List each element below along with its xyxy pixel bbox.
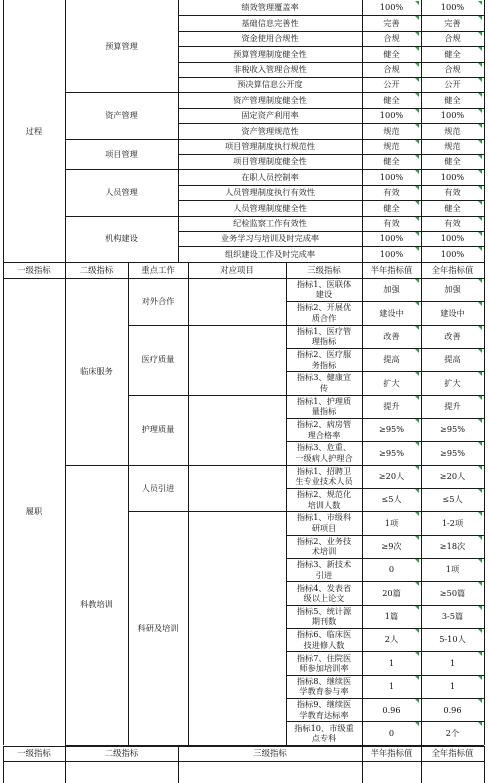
grid-line	[362, 0, 363, 262]
full-year-value-cell: ≥50篇	[439, 587, 466, 598]
cell-marker-icon	[415, 372, 419, 376]
cell-marker-icon	[415, 536, 419, 540]
half-year-value-cell: 0	[388, 564, 395, 575]
grid-line	[178, 46, 484, 47]
indicator-cell: 项目管理制度执行规范性	[224, 141, 316, 152]
full-year-value-cell: 3-5篇	[441, 611, 464, 622]
indicator-cell: 指标2、规范化 培训人数	[296, 489, 352, 510]
indicator-cell: 指标2、病房管 理合格率	[296, 419, 352, 440]
grid-line	[362, 746, 363, 783]
full-year-value-cell: 1-2项	[441, 517, 464, 528]
grid-line	[65, 746, 66, 783]
full-year-value-cell: 改善	[444, 330, 461, 341]
half-year-value-cell: 1项	[384, 517, 399, 528]
cell-marker-icon	[415, 78, 419, 82]
cell-marker-icon	[478, 155, 482, 159]
grid-line	[178, 15, 484, 16]
indicator-cell: 指标2、医疗服 务指标	[296, 349, 352, 370]
full-year-value-cell: ≥18次	[439, 541, 466, 552]
indicator-cell: 固定资产利用率	[241, 110, 299, 121]
full-year-value-cell: 1	[449, 657, 456, 668]
half-year-value-cell: 1篇	[384, 611, 399, 622]
indicator-cell: 指标3、新技术 引进	[296, 559, 352, 580]
cell-marker-icon	[478, 582, 482, 586]
cell-marker-icon	[478, 1, 482, 5]
cell-marker-icon	[415, 722, 419, 726]
cell-marker-icon	[415, 170, 419, 174]
level1-category-cell: 履职	[25, 506, 43, 517]
key-work-cell: 科研及培训	[137, 622, 179, 633]
key-work-cell: 对外合作	[141, 295, 175, 306]
grid-line	[178, 154, 484, 155]
cell-marker-icon	[415, 1, 419, 5]
cell-marker-icon	[478, 699, 482, 703]
grid-line	[286, 418, 484, 419]
cell-marker-icon	[415, 232, 419, 236]
grid-line	[3, 262, 4, 278]
cell-marker-icon	[478, 232, 482, 236]
indicator-cell: 指标3、健康宣 传	[296, 372, 352, 393]
half-year-value-cell: 0.96	[382, 704, 401, 715]
cell-marker-icon	[415, 109, 419, 113]
grid-line	[178, 200, 484, 201]
grid-line	[286, 441, 484, 442]
full-year-value-cell: ≥95%	[439, 424, 466, 435]
cell-marker-icon	[478, 512, 482, 516]
cell-marker-icon	[478, 201, 482, 205]
grid-line	[286, 301, 484, 302]
cell-marker-icon	[478, 326, 482, 330]
indicator-cell: 指标10、市级重 点专科	[294, 722, 354, 744]
cell-marker-icon	[478, 140, 482, 144]
indicator-cell: 指标2、开展优 质合作	[296, 302, 352, 323]
indicator-cell: 业务学习与培训及时完成率	[220, 233, 320, 244]
grid-line	[286, 721, 484, 722]
cell-marker-icon	[415, 652, 419, 656]
cell-marker-icon	[478, 32, 482, 36]
cell-marker-icon	[415, 489, 419, 493]
cell-marker-icon	[478, 606, 482, 610]
grid-line	[128, 262, 129, 278]
cell-marker-icon	[415, 466, 419, 470]
grid-line	[421, 746, 422, 783]
half-year-value-cell: 100%	[379, 233, 404, 244]
indicator-cell: 人员管理制度健全性	[233, 202, 307, 213]
cell-marker-icon	[415, 419, 419, 423]
cell-marker-icon	[415, 63, 419, 67]
cell-marker-icon	[415, 279, 419, 283]
grid-line	[484, 0, 485, 262]
full-year-value-cell: 1项	[445, 564, 460, 575]
cell-marker-icon	[415, 16, 419, 20]
cell-marker-icon	[478, 16, 482, 20]
half-year-value-cell: 有效	[383, 218, 400, 229]
indicator-cell: 指标4、发表省 级以上论文	[296, 582, 352, 604]
grid-line	[188, 262, 189, 278]
column-header-cell: 全年指标值	[431, 748, 474, 759]
full-year-value-cell: 加强	[444, 284, 461, 295]
cell-marker-icon	[415, 442, 419, 446]
indicator-cell: 指标5、统计源 期刊数	[296, 605, 352, 627]
indicator-cell: 人员管理制度执行有效性	[224, 187, 316, 198]
indicator-cell: 指标2、业务技 术培训	[296, 535, 352, 557]
grid-line	[286, 278, 287, 745]
cell-marker-icon	[478, 676, 482, 680]
grid-line	[65, 278, 66, 745]
level2-group-cell: 人员管理	[105, 187, 138, 198]
indicator-cell: 指标1、医联体 建设	[296, 278, 352, 300]
column-header-cell: 二级指标	[79, 264, 114, 275]
full-year-value-cell: 健全	[444, 202, 461, 213]
grid-line	[128, 278, 129, 745]
full-year-value-cell: 健全	[444, 48, 461, 59]
full-year-value-cell: 2个	[445, 727, 460, 738]
grid-line	[286, 628, 484, 629]
half-year-value-cell: ≥95%	[378, 424, 405, 435]
half-year-value-cell: 健全	[383, 94, 400, 105]
column-header-cell: 半年指标值	[370, 748, 413, 759]
cell-marker-icon	[415, 32, 419, 36]
half-year-value-cell: ≤5人	[381, 494, 402, 505]
cell-marker-icon	[478, 536, 482, 540]
indicator-cell: 指标9、继续医 学教育达标率	[296, 699, 352, 720]
full-year-value-cell: 合规	[444, 33, 461, 44]
grid-line	[421, 262, 422, 278]
indicator-cell: 指标6、临床医 技进修人数	[296, 629, 352, 650]
indicator-cell: 基础信息完善性	[241, 17, 299, 28]
cell-marker-icon	[415, 559, 419, 563]
column-header-cell: 对应项目	[220, 264, 254, 275]
indicator-cell: 资产管理规范性	[241, 125, 299, 136]
grid-line	[484, 278, 485, 745]
cell-marker-icon	[478, 489, 482, 493]
indicator-cell: 指标7、住院医 师参加培训率	[296, 652, 352, 674]
full-year-value-cell: 1	[449, 681, 456, 692]
half-year-value-cell: ≥20人	[378, 471, 405, 482]
grid-line	[286, 348, 484, 349]
cell-marker-icon	[415, 629, 419, 633]
column-header-cell: 半年指标值	[370, 264, 413, 275]
cell-marker-icon	[415, 201, 419, 205]
grid-line	[178, 746, 179, 783]
cell-marker-icon	[415, 217, 419, 221]
cell-marker-icon	[478, 170, 482, 174]
full-year-value-cell: 扩大	[444, 377, 461, 388]
half-year-value-cell: 扩大	[383, 377, 400, 388]
indicator-cell: 纪检监察工作有效性	[233, 218, 307, 229]
grid-line	[286, 581, 484, 582]
grid-line	[421, 0, 422, 262]
full-year-value-cell: 健全	[444, 94, 461, 105]
level1-category-cell: 过程	[25, 125, 43, 136]
column-header-cell: 重点工作	[141, 264, 175, 275]
grid-line	[286, 605, 484, 606]
grid-line	[286, 558, 484, 559]
half-year-value-cell: 健全	[383, 202, 400, 213]
cell-marker-icon	[478, 629, 482, 633]
half-year-value-cell: 提升	[383, 400, 400, 411]
grid-line	[3, 0, 4, 262]
cell-marker-icon	[478, 442, 482, 446]
cell-marker-icon	[478, 63, 482, 67]
half-year-value-cell: ≥9次	[381, 541, 402, 552]
cell-marker-icon	[478, 559, 482, 563]
full-year-value-cell: 0.96	[443, 704, 462, 715]
indicator-cell: 资产管理制度健全性	[233, 94, 307, 105]
column-header-cell: 二级指标	[104, 748, 139, 759]
grid-line	[178, 77, 484, 78]
level2-group-cell: 预算管理	[105, 40, 138, 51]
column-header-cell: 三级指标	[253, 748, 287, 759]
cell-marker-icon	[478, 372, 482, 376]
cell-marker-icon	[478, 217, 482, 221]
cell-marker-icon	[478, 247, 482, 251]
indicator-cell: 指标3、危重、 一级病人护理合	[295, 442, 353, 463]
half-year-value-cell: 合规	[383, 33, 400, 44]
indicator-cell: 组织建设工作及时完成率	[224, 248, 316, 259]
full-year-value-cell: 完善	[444, 17, 461, 28]
level2-group-cell: 科教培训	[80, 599, 113, 610]
grid-line	[286, 698, 484, 699]
half-year-value-cell: 2人	[384, 634, 399, 645]
indicator-cell: 指标8、继续医 学教育参与率	[296, 675, 352, 697]
half-year-value-cell: 100%	[379, 171, 404, 182]
grid-line	[286, 262, 287, 278]
cell-marker-icon	[415, 326, 419, 330]
grid-line	[65, 262, 66, 278]
grid-line	[362, 278, 363, 745]
half-year-value-cell: 有效	[383, 187, 400, 198]
indicator-cell: 预决算信息公开度	[237, 79, 303, 90]
half-year-value-cell: 1	[388, 681, 395, 692]
full-year-value-cell: 有效	[444, 218, 461, 229]
cell-marker-icon	[415, 582, 419, 586]
level2-group-cell: 项目管理	[105, 148, 138, 159]
half-year-value-cell: 加强	[383, 284, 400, 295]
cell-marker-icon	[478, 349, 482, 353]
cell-marker-icon	[415, 699, 419, 703]
cell-marker-icon	[415, 396, 419, 400]
cell-marker-icon	[415, 186, 419, 190]
cell-marker-icon	[415, 606, 419, 610]
half-year-value-cell: 公开	[383, 79, 400, 90]
grid-line	[178, 231, 484, 232]
grid-line	[286, 535, 484, 536]
half-year-value-cell: 提高	[383, 354, 400, 365]
cell-marker-icon	[415, 93, 419, 97]
full-year-value-cell: 100%	[440, 110, 465, 121]
cell-marker-icon	[478, 419, 482, 423]
grid-line	[178, 108, 484, 109]
full-year-value-cell: 有效	[444, 187, 461, 198]
indicator-cell: 非税收入管理合规性	[233, 64, 307, 75]
indicator-cell: 预算管理制度健全性	[233, 48, 307, 59]
indicator-cell: 项目管理制度健全性	[233, 156, 307, 167]
full-year-value-cell: ≤5人	[442, 494, 463, 505]
half-year-value-cell: 20篇	[382, 587, 401, 598]
full-year-value-cell: 100%	[440, 248, 465, 259]
cell-marker-icon	[478, 652, 482, 656]
grid-line	[188, 278, 189, 745]
grid-line	[3, 761, 484, 762]
column-header-cell: 一级指标	[17, 264, 51, 275]
grid-line	[421, 278, 422, 745]
cell-marker-icon	[478, 124, 482, 128]
half-year-value-cell: 0	[388, 727, 395, 738]
half-year-value-cell: 100%	[379, 248, 404, 259]
indicator-cell: 指标1、护理质 量指标	[296, 395, 352, 417]
grid-line	[178, 31, 484, 32]
cell-marker-icon	[478, 78, 482, 82]
full-year-value-cell: 健全	[444, 156, 461, 167]
half-year-value-cell: 健全	[383, 48, 400, 59]
half-year-value-cell: 完善	[383, 17, 400, 28]
full-year-value-cell: ≥20人	[439, 471, 466, 482]
half-year-value-cell: 健全	[383, 156, 400, 167]
half-year-value-cell: 改善	[383, 330, 400, 341]
key-work-cell: 人员引进	[141, 482, 175, 493]
cell-marker-icon	[415, 247, 419, 251]
full-year-value-cell: 100%	[440, 233, 465, 244]
indicator-cell: 绩效管理覆盖率	[241, 2, 299, 13]
cell-marker-icon	[478, 109, 482, 113]
half-year-value-cell: 1	[388, 657, 395, 668]
level2-group-cell: 临床服务	[80, 365, 113, 376]
cell-marker-icon	[478, 722, 482, 726]
cell-marker-icon	[415, 676, 419, 680]
full-year-value-cell: 公开	[444, 79, 461, 90]
half-year-value-cell: 建设中	[379, 307, 404, 318]
grid-line	[178, 123, 484, 124]
half-year-value-cell: 100%	[379, 110, 404, 121]
indicator-cell: 指标1、医疗管 理指标	[296, 325, 352, 347]
cell-marker-icon	[478, 466, 482, 470]
full-year-value-cell: 100%	[440, 2, 465, 13]
cell-marker-icon	[478, 93, 482, 97]
column-header-cell: 三级指标	[307, 264, 341, 275]
cell-marker-icon	[415, 140, 419, 144]
full-year-value-cell: 100%	[440, 171, 465, 182]
half-year-value-cell: 规范	[383, 125, 400, 136]
full-year-value-cell: 合规	[444, 64, 461, 75]
grid-line	[178, 62, 484, 63]
level2-group-cell: 机构建设	[105, 233, 138, 244]
grid-line	[286, 371, 484, 372]
key-work-cell: 护理质量	[141, 424, 175, 435]
grid-line	[286, 651, 484, 652]
indicator-cell: 指标1、市级科 研项目	[296, 512, 352, 533]
grid-line	[286, 488, 484, 489]
grid-line	[178, 185, 484, 186]
cell-marker-icon	[478, 47, 482, 51]
full-year-value-cell: 5-10人	[439, 634, 466, 645]
cell-marker-icon	[415, 47, 419, 51]
grid-line	[484, 262, 485, 278]
grid-line	[286, 675, 484, 676]
cell-marker-icon	[415, 155, 419, 159]
grid-line	[484, 746, 485, 783]
grid-line	[178, 246, 484, 247]
grid-line	[65, 0, 66, 262]
column-header-cell: 一级指标	[17, 748, 51, 759]
cell-marker-icon	[478, 186, 482, 190]
indicator-cell: 资金使用合规性	[241, 33, 299, 44]
cell-marker-icon	[415, 349, 419, 353]
cell-marker-icon	[415, 124, 419, 128]
half-year-value-cell: ≥95%	[378, 447, 405, 458]
indicator-cell: 指标1、招聘卫 生专业技术人员	[295, 465, 353, 487]
grid-line	[178, 0, 179, 262]
full-year-value-cell: 规范	[444, 125, 461, 136]
cell-marker-icon	[478, 396, 482, 400]
level2-group-cell: 资产管理	[105, 110, 138, 121]
grid-line	[3, 746, 4, 783]
full-year-value-cell: 提高	[444, 354, 461, 365]
full-year-value-cell: ≥95%	[439, 447, 466, 458]
grid-line	[3, 278, 4, 745]
cell-marker-icon	[415, 302, 419, 306]
cell-marker-icon	[478, 302, 482, 306]
full-year-value-cell: 提升	[444, 400, 461, 411]
half-year-value-cell: 100%	[379, 2, 404, 13]
half-year-value-cell: 合规	[383, 64, 400, 75]
column-header-cell: 全年指标值	[431, 264, 474, 275]
indicator-cell: 在职人员控制率	[241, 171, 299, 182]
full-year-value-cell: 规范	[444, 141, 461, 152]
full-year-value-cell: 建设中	[440, 307, 465, 318]
grid-line	[362, 262, 363, 278]
cell-marker-icon	[478, 279, 482, 283]
key-work-cell: 医疗质量	[141, 354, 175, 365]
half-year-value-cell: 规范	[383, 141, 400, 152]
cell-marker-icon	[415, 512, 419, 516]
